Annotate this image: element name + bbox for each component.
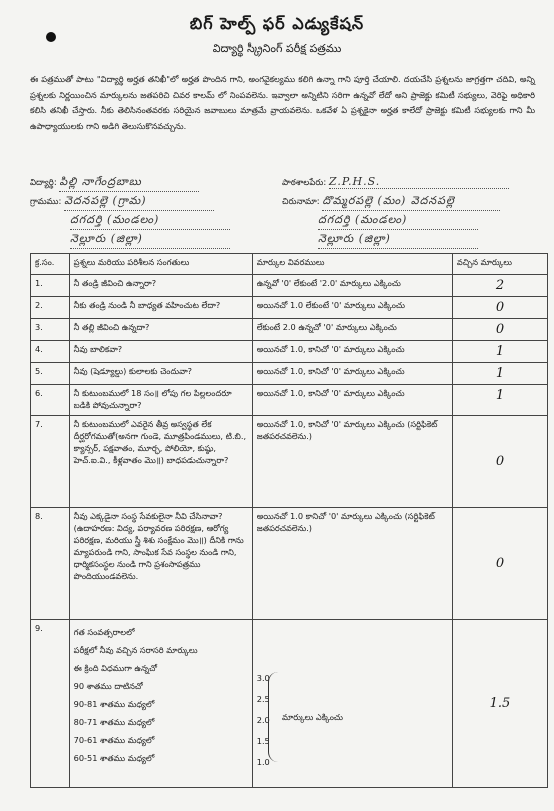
table-row [31,363,548,385]
mandal-value-2: దగదర్తి (మండలం) [318,213,478,230]
district-value: నెల్లూరు (జిల్లా) [70,232,230,249]
row-score-value: 1.5 [489,696,511,711]
row-num: 3. [31,319,70,341]
row-question: నీకు తండ్రి నుండి నీ బాధ్యత వహించుట లేదా? [69,297,252,319]
grade-mark: 1.5 [256,736,270,746]
grade-mark: 2.0 [256,715,270,725]
row-score [452,385,547,416]
grade-line: పరీక్షలో నీవు వచ్చిన సరాసరి మార్కులు [73,645,198,655]
form-title: బిగ్ హెల్ప్ ఫర్ ఎడ్యుకేషన్ [189,14,365,33]
table-row [31,385,548,416]
student-field [30,175,199,192]
grade-line: 60-51 శాతము మధ్యలో [73,753,155,763]
row-score-value: 1 [495,366,505,381]
row-score-value: 0 [495,556,505,571]
table-row [31,275,548,297]
row-score [452,363,547,385]
village-value: వెదనపల్లె (గ్రామ) [64,194,214,211]
row-question: నీ కుటుంబములో ఎవరైన తీవ్ర అస్వస్థత లేక దీర్ఘరోగముతో(అనగా గుండె, మూత్రపిండములు, టి.బి., క్యాన్సర్, పక్షవాతం, మూర్ఛ, పోలియో, కుష్ఠు, హెచ్.ఐ.వి., కీళ్లవాతం మొ॥) బాధపడుచున్నారా? [69,416,252,508]
row-question: నీ కుటుంబములో 18 సం॥ లోపు గల పిల్లలందరూ బడికి పోవుచున్నారా? [69,385,252,416]
row-question [69,620,252,788]
address-value: దొమ్మరపల్లె (మం) వెదనపల్లె [322,194,500,211]
row-condition: అయినచో 1.0, కానిచో '0' మార్కులు ఎక్కించు (సర్టిఫికెట్ జతపరచవలెను.) [252,416,452,508]
district-value-2: నెల్లూరు (జిల్లా) [318,232,478,249]
row-question: నీవు బాలికవా? [69,341,252,363]
row-condition: అయినచో 1.0, కానిచో '0' మార్కులు ఎక్కించు [252,385,452,416]
row-score-value: 0 [495,322,505,337]
table-header-row [31,254,548,275]
row-num: 4. [31,341,70,363]
table-row [31,319,548,341]
row-score-value: 1 [495,388,505,403]
row-condition: అయినచో 1.0, కానిచో '0' మార్కులు ఎక్కించు [252,363,452,385]
district-field [70,232,230,249]
student-value: పిల్లి నాగేంద్రబాబు [59,175,199,192]
brace-label: మార్కులు ఎక్కించు [282,712,343,722]
row-score [452,341,547,363]
table-row [31,297,548,319]
brace-icon [268,672,281,762]
row-score [452,508,547,620]
mandal-value: దగదర్తి (మండలం) [70,213,230,230]
table-row [31,416,548,508]
student-label: విద్యార్థి: [30,178,57,188]
row-question: నీవు ఎక్కడైనా సంస్థ సేవకులైనా నీవి చేసినావా? (ఉదాహరణ: విద్య, పర్యావరణ పరిరక్షణ, ఆరోగ్య పరిరక్షణ, మరియు స్త్రీ శిశు సంక్షేమం మొ॥) దీనికి గాను మ్యాపరుండి గాని, సాంఘిక సేవ సంస్థల నుండి గాని, ధార్మికసంస్థల నుండి గాని ప్రశంసాపత్రము పొందియుండవలెను. [69,508,252,620]
criteria-table [30,253,548,788]
row-num: 8. [31,508,70,620]
grade-mark: 1.0 [256,757,270,767]
mandal-field [70,213,230,230]
row-condition: అయినచో 1.0 కానిచో '0' మార్కులు ఎక్కించు (సర్టిఫికెట్ జతపరచవలెను.) [252,508,452,620]
row-num: 2. [31,297,70,319]
row-score-value: 0 [495,454,505,469]
row-condition: లేకుంటే 2.0 ఉన్నచో '0' మార్కులు ఎక్కించు [252,319,452,341]
row-condition [252,620,452,788]
grade-line: 70-61 శాతము మధ్యలో [73,735,155,745]
village-label: గ్రామము: [30,197,62,207]
row-num: 1. [31,275,70,297]
header-questions: ప్రశ్నలు మరియు పరిశీలన సంగతులు [69,254,252,275]
grade-line: గత సంవత్సరాలలో [73,627,135,637]
row-score-value: 0 [495,300,505,315]
row-score-value: 1 [495,344,505,359]
school-label: పాఠశాలపేరు: [282,178,327,188]
row-score [452,620,547,788]
row-condition: ఉన్నవో '0' లేకుంటే '2.0' మార్కులు ఎక్కించు [252,275,452,297]
row-score [452,297,547,319]
grade-line: 80-71 శాతము మధ్యలో [73,717,155,727]
mandal-field-2 [318,213,478,230]
instructions-paragraph: ఈ పత్రముతో పాటు "విద్యార్థి అర్హత తనిఖీ"లో అర్హత పొందిన గాని, అంగవైకల్యము కలిగి ఉన్నా గాని పూర్తి చేయాలి. దయచేసి ప్రశ్నలను జాగ్రత్తగా చదివి, అన్ని ప్రశ్నలకు నిర్ణయించిన మార్కులను జతపరిచి చివర కాలమ్ లో నింపవలెను. ఇవ్వాలా అన్నిటిని సరిగా ఉన్నవో లేదో అని ప్రాజెక్టు కమిటీ సభ్యులు, వెరిఫై అధికారి కలిసి తనిఖీ చేస్తారు. నీకు తెలిసినంతవరకు సరియైన జవాబులు మాత్రమే వ్రాయవలెను. ఒకవేళ ఏ ప్రశ్నకైనా అర్హత కాలేదో ప్రాజెక్టు కమిటీ సభ్యులకు గాని మీ ఉపాధ్యాయులకు గాని అడిగి తెలుసుకొనవచ్చును. [30,74,535,131]
row-score [452,275,547,297]
grade-line: ఈ క్రింది విధముగా ఉన్నచో [73,663,157,673]
table-row [31,341,548,363]
row-num: 9. [31,620,70,788]
grade-line: 90-81 శాతము మధ్యలో [73,699,155,709]
row-score [452,319,547,341]
row-score [452,416,547,508]
row-condition: అయినచో 1.0 లేకుంటే '0' మార్కులు ఎక్కించు [252,297,452,319]
address-label: చిరునామా: [282,197,320,207]
row-num: 7. [31,416,70,508]
row-condition: అయినచో 1.0, కానిచో '0' మార్కులు ఎక్కించు [252,341,452,363]
district-field-2 [318,232,478,249]
grade-line: 90 శాతము దాటినచో [73,681,143,691]
grade-mark: 3.0 [256,673,270,683]
row-num: 6. [31,385,70,416]
row-question: నీవు (షెడ్యూల్డు) కులాలకు చెందువా? [69,363,252,385]
village-field [30,194,214,211]
table-row [31,620,548,788]
row-question: నీ తండ్రి జీవించి ఉన్నారా? [69,275,252,297]
school-field [282,175,509,190]
header-marks-detail: మార్కుల వివరములు [252,254,452,275]
table-row [31,508,548,620]
form-subtitle: విద్యార్థి స్క్రీనింగ్ పరీక్ష పత్రము [212,42,342,55]
address-field [282,194,500,211]
header-serial: క్ర.సం. [31,254,70,275]
row-score-value: 2 [495,278,505,293]
row-num: 5. [31,363,70,385]
header-marks-obtained: వచ్చిన మార్కులు [452,254,547,275]
row-question: నీ తల్లి జీవించి ఉన్నదా? [69,319,252,341]
school-value: Z.P.H.S. [329,175,509,189]
grade-mark: 2.5 [256,694,270,704]
